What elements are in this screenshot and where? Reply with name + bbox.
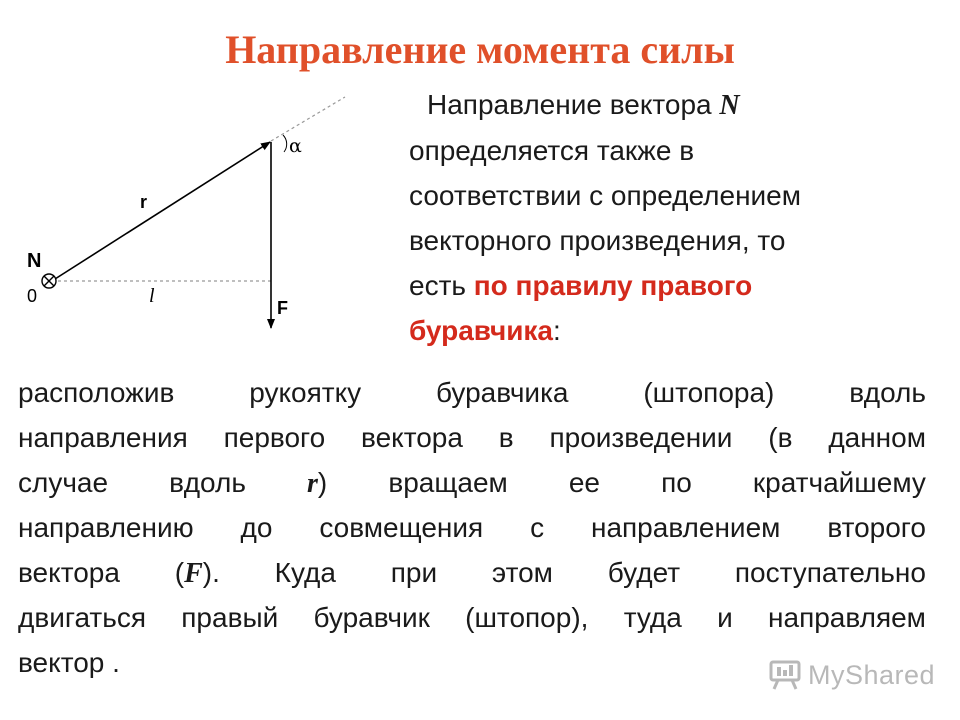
word: вектора (361, 422, 463, 453)
body-line (18, 415, 926, 460)
word (175, 550, 220, 595)
r-extension-dashed-line (271, 97, 345, 141)
intro-paragraph (409, 82, 929, 353)
word: будет (607, 557, 681, 588)
word: двигаться (18, 602, 146, 633)
label-r: r (140, 192, 148, 212)
label-origin: 0 (27, 286, 38, 306)
torque-diagram (0, 80, 400, 350)
word: Куда (274, 557, 336, 588)
punctuation: ( (174, 557, 185, 588)
body-line (18, 505, 926, 550)
circled-x-icon (42, 274, 56, 288)
body-line (18, 595, 926, 640)
word: второго (827, 512, 926, 543)
word: (штопор), (465, 602, 589, 633)
word: направления (18, 422, 188, 453)
intro-line (409, 308, 929, 353)
word: при (390, 557, 438, 588)
word: (штопора) (643, 377, 775, 408)
word: расположив (18, 377, 175, 408)
presentation-board-icon (768, 659, 802, 691)
word: и (717, 602, 733, 633)
label-f: F (277, 298, 288, 318)
punctuation: ). (202, 557, 220, 588)
word: произведении (549, 422, 733, 453)
vector-n-symbol: N (719, 90, 740, 121)
word: случае (18, 467, 109, 498)
punctuation: ) (317, 467, 328, 498)
word: в (498, 422, 514, 453)
word: кратчайшему (752, 467, 926, 498)
word: этом (491, 557, 553, 588)
intro-line: соответствии с определением (409, 180, 801, 211)
word (307, 460, 327, 505)
word: с (530, 512, 545, 543)
word: направляем (768, 602, 926, 633)
word: вдоль (169, 467, 246, 498)
intro-text: Направление вектора (427, 89, 720, 120)
word: вектора (18, 557, 120, 588)
label-alpha: α (289, 135, 302, 157)
body-paragraph (18, 370, 926, 685)
word: вектор . (18, 647, 120, 678)
label-n: N (27, 250, 42, 272)
intro-line (409, 263, 929, 308)
word: рукоятку (249, 377, 362, 408)
word: направлению (18, 512, 194, 543)
word: буравчика (435, 377, 569, 408)
vector-r-symbol: r (307, 468, 318, 499)
intro-text: : (553, 315, 561, 346)
word: по (661, 467, 692, 498)
word: данном (828, 422, 926, 453)
intro-line: определяется также в (409, 135, 695, 166)
intro-line: векторного произведения, то (409, 225, 786, 256)
myshared-watermark (768, 657, 935, 693)
body-line (18, 550, 926, 595)
intro-text: есть (409, 270, 474, 301)
slide-title: Направление момента силы (225, 27, 735, 72)
body-line (18, 370, 926, 415)
alpha-angle-arc (283, 135, 287, 152)
word: поступательно (734, 557, 926, 588)
word: буравчик (313, 602, 430, 633)
word: туда (623, 602, 682, 633)
r-vector-arrow (55, 142, 270, 279)
word: правый (181, 602, 279, 633)
word: (в (768, 422, 793, 453)
intro-line (409, 82, 929, 128)
right-screw-rule-highlight: буравчика (409, 315, 554, 346)
word: совмещения (319, 512, 484, 543)
vector-f-symbol: F (184, 558, 203, 589)
right-screw-rule-highlight: по правилу правого (473, 270, 753, 301)
watermark-text: MyShared (808, 659, 936, 690)
word: до (240, 512, 273, 543)
word: первого (223, 422, 326, 453)
word: направлением (590, 512, 781, 543)
word: вращаем (388, 467, 508, 498)
body-line (18, 460, 926, 505)
word: ее (568, 467, 601, 498)
word: вдоль (849, 377, 926, 408)
label-l: l (149, 285, 155, 307)
